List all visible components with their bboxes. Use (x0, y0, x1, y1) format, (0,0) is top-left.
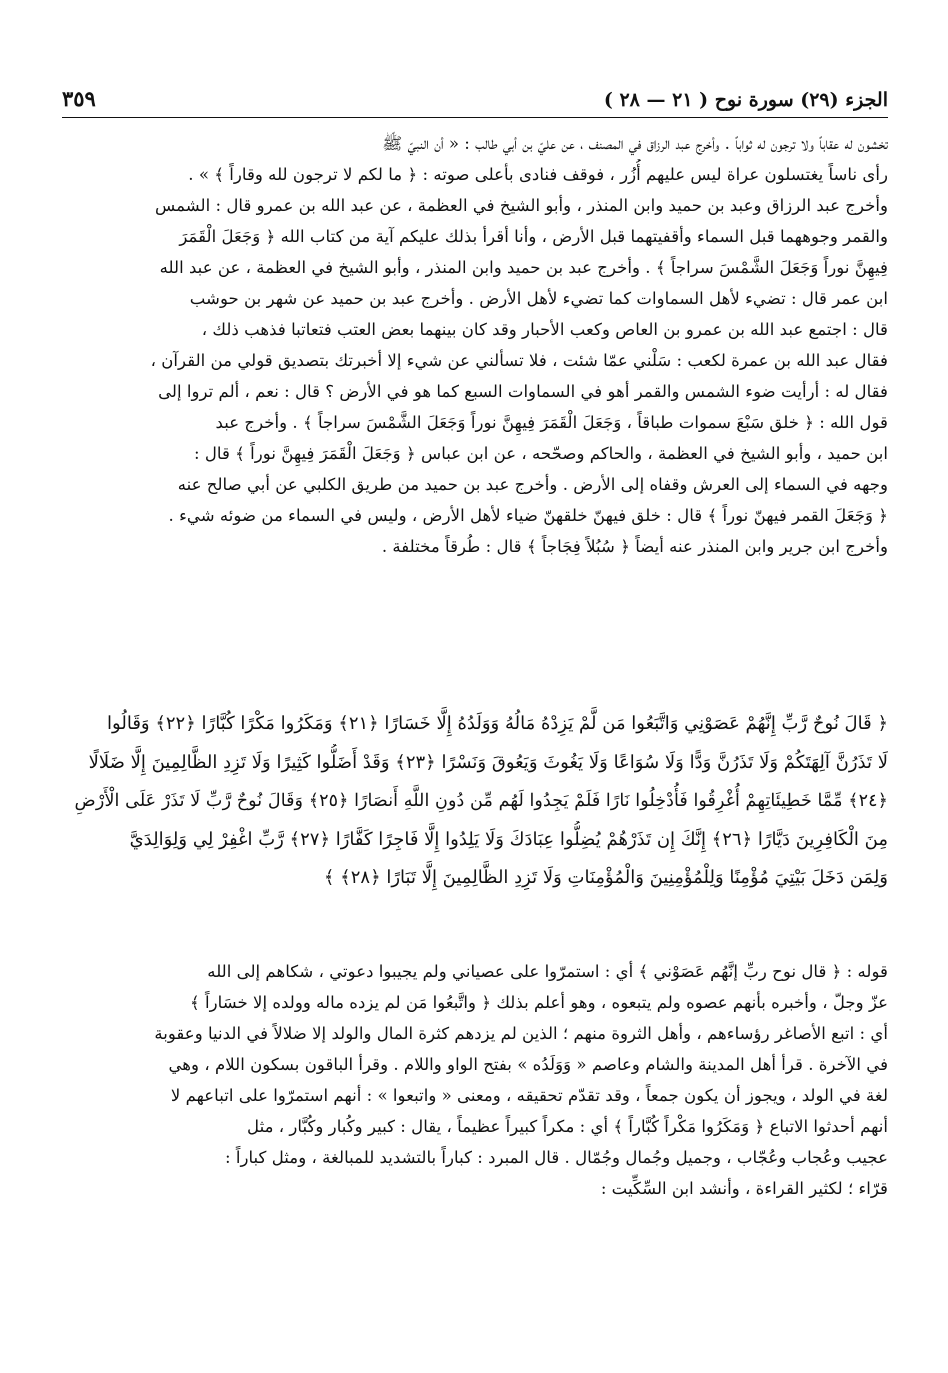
quran-line: وَلِمَن دَخَلَ بَيْتِيَ مُؤْمِنًا وَلِلْمُؤْمِنِينَ وَالْمُؤْمِنَاتِ وَلَا تَزِدِ الظَّالِمِينَ إِلَّا تَبَارًا ﴿٢٨﴾ ﴾ (323, 867, 888, 888)
quran-line: لَا تَذَرُنَّ آلِهَتَكُمْ وَلَا تَذَرُنَّ وَدًّا وَلَا سُوَاعًا وَلَا يَغُوثَ وَيَعُوقَ وَنَسْرًا ﴿٢٣﴾ وَقَدْ أَضَلُّوا كَثِيرًا وَلَا تَزِدِ الظَّالِمِينَ إِلَّا ضَلَالًا (88, 751, 888, 773)
text-line: فقال عبد الله بن عمرة لكعب : سَلْني عمّا شئت ، فلا تسألني عن شيء إلا أخبرتك بتصديق قولي من القرآن ، (150, 351, 888, 370)
text-line: عجيب وعُجاب وعُجّاب ، وجميل وجُمال وجُمّال . قال المبرد : كباراً بالتشديد للمبالغة ، ومثل كباراً : (225, 1148, 888, 1167)
text-line: ابن حميد ، وأبو الشيخ في العظمة ، والحاكم وصحّحه ، عن ابن عباس ﴿ وَجَعَلَ الْقَمَرَ فِيهِنَّ نوراً ﴾ قال : (194, 444, 888, 463)
text-line: عزّ وجلّ ، وأخبره بأنهم عصوه ولم يتبعوه ، وهو أعلم بذلك ﴿ واتَّبعُوا مَن لم يزده ماله وولده إلا خسَاراً ﴾ (190, 993, 888, 1012)
text-line: قال : اجتمع عبد الله بن عمرو بن العاص وكعب الأحبار وقد كان بينهما بعض العتب فتعاتبا فذهب ذلك ، (201, 320, 888, 339)
text-line: في الآخرة . قرأ أهل المدينة والشام وعاصم « وَوَلَدُه » بفتح الواو واللام . وقرأ الباقون بسكون اللام ، وهي (168, 1055, 888, 1074)
text-line: وأخرج عبد الرزاق وعبد بن حميد وابن المنذر ، وأبو الشيخ في العظمة ، عن عبد الله بن عمرو قال : الشمس (155, 196, 888, 215)
text-line: قول الله : ﴿ خلق سَبْعَ سموات طباقاً ، وَجَعَلَ الْقَمَرَ فِيهِنَّ نوراً وَجَعَلَ الشَّمْسَ سراجاً ﴾ . وأخرج عبد (215, 413, 888, 432)
text-line: فِيهِنَّ نوراً وَجَعَلَ الشَّمْسَ سراجاً ﴾ . وأخرج عبد بن حميد وابن المنذر ، وأبو الشيخ في العظمة ، عن عبد الله (159, 258, 888, 277)
page-number: ٣٥٩ (62, 86, 96, 111)
text-line: تخشون له عقاباً ولا ترجون له ثواباً . وأخرج عبد الرزاق في المصنف ، عن عليّ بن أبي طالب : « أن النبيّ ﷺ (382, 134, 888, 153)
commentary-section-2 (62, 956, 888, 1204)
text-line: ﴿ وَجَعَلَ القمر فيهنّ نوراً ﴾ قال : خلق فيهنّ خلقهنّ ضياء لأهل الأرض ، وليس في السماء من ضوئه شيء . (168, 506, 888, 525)
text-line: لغة في الولد ، ويجوز أن يكون جمعاً ، وقد تقدّم تحقيقه ، ومعنى « واتبعوا » : أنهم استمرّوا على اتباعهم لا (170, 1086, 888, 1105)
text-line: قرّاء ؛ لكثير القراءة ، وأنشد ابن السِّكِّيت : (600, 1179, 888, 1198)
text-line: قوله : ﴿ قال نوح ربِّ إنَّهُم عَصَوْني ﴾ أي : استمرّوا على عصياني ولم يجيبوا دعوتي ، شكاهم إلى الله (207, 962, 888, 981)
quran-verses-block (62, 705, 888, 898)
text-line: أنهم أحدثوا الاتباع ﴿ وَمَكَرُوا مَكْراً كُبَّاراً ﴾ أي : مكراً كبيراً عظيماً ، يقال : كبير وكُبار وكُبَّار ، مثل (247, 1117, 888, 1136)
page-header (62, 84, 888, 118)
quran-line: ﴿ قَالَ نُوحٌ رَّبِّ إِنَّهُمْ عَصَوْنِي وَاتَّبَعُوا مَن لَّمْ يَزِدْهُ مَالُهُ وَوَلَدُهُ إِلَّا خَسَارًا ﴿٢١﴾ وَمَكَرُوا مَكْرًا كُبَّارًا ﴿٢٢﴾ وَقَالُوا (107, 713, 888, 734)
text-line: رأى ناساً يغتسلون عراة ليس عليهم أُزُر ، فوقف فنادى بأعلى صوته : ﴿ ما لكم لا ترجون لله وقاراً ﴾ » . (188, 165, 888, 184)
quran-line: ﴿٢٤﴾ مِّمَّا خَطِيئَاتِهِمْ أُغْرِقُوا فَأُدْخِلُوا نَارًا فَلَمْ يَجِدُوا لَهُم مِّن دُونِ اللَّهِ أَنصَارًا ﴿٢٥﴾ وَقَالَ نُوحٌ رَّبِّ لَا تَذَرْ عَلَى الْأَرْضِ (74, 791, 888, 811)
text-line: وأخرج ابن جرير وابن المنذر عنه أيضاً ﴿ سُبُلاً فِجَاجاً ﴾ قال : طُرقاً مختلفة . (381, 537, 888, 556)
commentary-section-1 (62, 128, 888, 562)
text-line: أي : اتبع الأصاغر رؤساءهم ، وأهل الثروة منهم ؛ الذين لم يزدهم كثرة المال والولد إلا ضلالاً في الدنيا وعقوبة (154, 1024, 888, 1043)
running-title: الجزء (٢٩) سورة نوح ( ٢١ — ٢٨ ) (603, 89, 888, 111)
text-line: والقمر وجوههما قبل السماء وأقفيتهما قبل الأرض ، وأنا أقرأ بذلك عليكم آية من كتاب الله ﴿ وَجَعَلَ الْقَمَرَ (179, 227, 888, 246)
text-line: فقال له : أرأيت ضوء الشمس والقمر أهو في السماوات السبع كما هو في الأرض ؟ قال : نعم ، ألم تروا إلى (158, 382, 888, 401)
text-line: وجهه في السماء إلى العرش وقفاه إلى الأرض . وأخرج عبد بن حميد من طريق الكلبي عن أبي صالح عنه (177, 475, 888, 494)
text-line: ابن عمر قال : تضيء لأهل السماوات كما تضيء لأهل الأرض . وأخرج عبد بن حميد عن شهر بن حوشب (189, 289, 888, 308)
quran-line: مِنَ الْكَافِرِينَ دَيَّارًا ﴿٢٦﴾ إِنَّكَ إِن تَذَرْهُمْ يُضِلُّوا عِبَادَكَ وَلَا يَلِدُوا إِلَّا فَاجِرًا كَفَّارًا ﴿٢٧﴾ رَّبِّ اغْفِرْ لِي وَلِوَالِدَيَّ (129, 828, 888, 850)
